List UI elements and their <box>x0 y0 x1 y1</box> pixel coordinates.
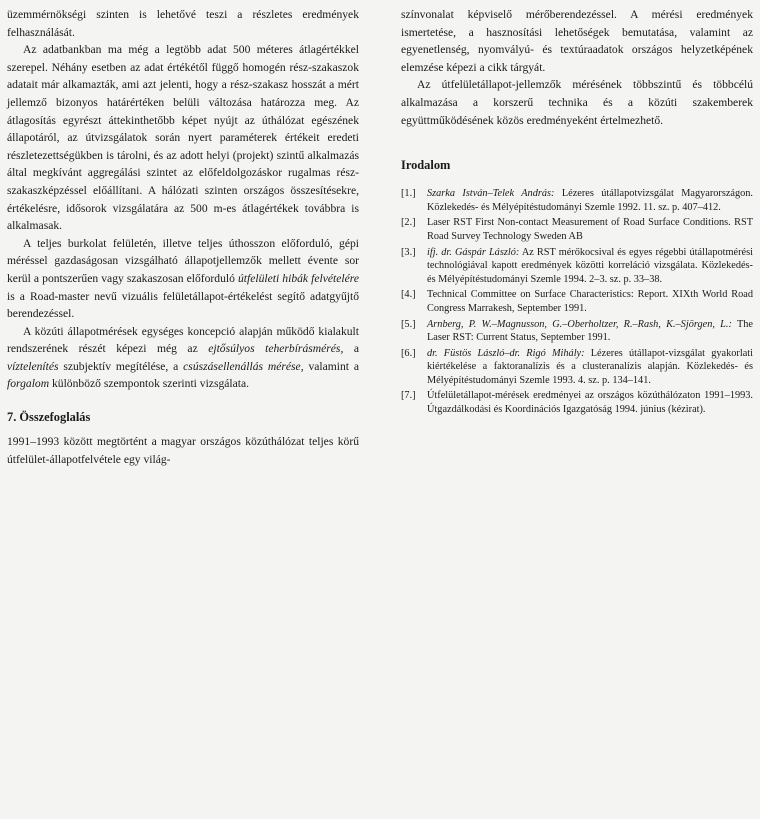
text-run: Laser RST First Non-contact Measurement of Road Surface Conditions. RST Road Survey Technology Sweden AB <box>427 217 753 242</box>
left-column <box>7 6 359 468</box>
reference-item <box>401 216 753 243</box>
text-run: különböző szempontok szerinti vizsgálata. <box>49 377 250 391</box>
italic-text: ifj. dr. Gáspár László: <box>427 246 520 258</box>
reference-number: [7.] <box>401 390 416 402</box>
paragraph <box>401 6 753 76</box>
italic-text: Arnberg, P. W.–Magnusson, G.–Oberholtzer, R.–Rash, K.–Sjörgen, L.: <box>427 318 732 330</box>
text-run: is a Road-master nevű vizuális felületállapot-értékelést segítő adatgyűjtő berendezéssel. <box>7 289 359 321</box>
italic-text: útfelületi hibák felvételére <box>238 271 359 285</box>
text-run: 1991–1993 között megtörtént a magyar országos közúthálózat teljes körű útfelület-állapotfelvétele egy világ- <box>7 435 359 466</box>
reference-item <box>401 347 753 388</box>
references-heading: Irodalom <box>401 158 451 173</box>
paragraph <box>7 323 359 393</box>
text-run: Az adatbankban ma még a legtöbb adat 500 méteres átlagértékkel szerepel. Néhány esetben az adat értékétől függő homogén rész-szakaszok adatait már alkamazták, ami azt jelenti, hogy a rész-szakasz hosszát a mért jellemző bizonyos határértéken belüli változása határozza meg. Az átlagosítás egyrészt áttekinthetőbb képet nyújt az úthálózat egészének állapotáról, az útvizsgálatok során nyert paraméterek értékeit eredeti részletezettségükben is tárolni, és az adott helyi (projekt) szintű alkalmazás által megkívánt aggregálási szintet az előfeldolgozáskor rugalmas rész-szakaszképzéssel előállítani. A hálózati szinten országos összesítésekre, értékelésre, idősorok vizsgálatára az 500 m-es átlagértékek továbbra is alkalmasak. <box>7 43 359 233</box>
paragraph <box>401 76 753 129</box>
italic-text: dr. Füstös László–dr. Rigó Mihály: <box>427 347 585 359</box>
reference-number: [5.] <box>401 318 416 330</box>
text-run: Útfelületállapot-mérések eredményei az országos közúthálózaton 1991–1993. Útgazdálkodási és Koordinációs Igazgatóság 1994. június (kézirat). <box>427 390 753 416</box>
reference-item <box>401 318 753 345</box>
italic-text: víztelenítés <box>7 359 59 373</box>
paragraph <box>7 41 359 235</box>
text-run: Technical Committee on Surface Characteristics: Report. XIXth World Road Congress Marrakesh, September 1991. <box>427 289 753 314</box>
right-column <box>401 6 753 419</box>
text-run: Az RST mérőkocsival és egyes régebbi útállapotmérési technológiával kapott eredmények közötti korreláció vizsgálata. Közlekedés- és Mélyépítéstudományi Szemle 1994. 2–3. sz. p. 33–38. <box>427 246 753 285</box>
text-run: The Laser RST: Current Status, September 1991. <box>427 318 753 344</box>
reference-number: [2.] <box>401 217 416 229</box>
text-run: valamint a <box>303 359 360 373</box>
reference-number: [1.] <box>401 188 416 200</box>
reference-item <box>401 288 753 315</box>
text-run: szubjektív megítélése, a <box>58 359 184 373</box>
italic-text: ejtősúlyos teherbírásmérés, <box>208 342 344 356</box>
reference-number: [3.] <box>401 246 416 258</box>
paragraph <box>7 6 359 41</box>
text-run: Lézeres útállapot-vizsgálat gyakorlati kiértékelése a faktoranalízis és a clusteranalízis alapján. Közlekedés- és Mélyépítéstudományi Szemle 1993. 4. sz. p. 134–141. <box>427 347 753 386</box>
text-run: a <box>343 342 359 356</box>
text-run: színvonalat képviselő mérőberendezéssel. A mérési eredmények ismertetése, a hasznosítási lehetőségek bemutatása, valamint az egyenetlenség, nyomvályú- és textúraadatok országos helyzetképének elemzése képezi a cikk tárgyát. <box>401 8 753 74</box>
reference-item <box>401 389 753 416</box>
text-run: Lézeres útállapotvizsgálat Magyarországon. Közlekedés- és Mélyépítéstudományi Szemle 1992. 11. sz. p. 407–412. <box>427 188 753 213</box>
reference-number: [6.] <box>401 347 416 359</box>
reference-number: [4.] <box>401 289 416 301</box>
reference-item <box>401 187 753 214</box>
paragraph <box>7 433 359 468</box>
text-run: A közúti állapotmérések egységes koncepció alapján működő kialakult rendszerének részét képezi még az <box>7 324 359 356</box>
italic-text: Szarka István–Telek András: <box>427 188 555 200</box>
italic-text: csúszásellenállás mérése, <box>183 359 304 373</box>
reference-item <box>401 246 753 287</box>
text-run: Az útfelületállapot-jellemzők mérésének többszintű és többcélú alkalmazása a korszerű technika és a közúti szakemberek együttműködésének közös eredményeként értelmezhető. <box>401 78 753 127</box>
text-run: üzemmérnökségi szinten is lehetővé teszi a részletes eredmények felhasználását. <box>7 8 359 39</box>
reference-list <box>401 187 753 417</box>
paragraph <box>7 235 359 323</box>
italic-text: forgalom <box>7 377 50 391</box>
section-heading: 7. Összefoglalás <box>7 410 91 425</box>
text-run: A teljes burkolat felületén, illetve teljes úthosszon előforduló, gépi méréssel gazdaságosan vizsgálható állapotjellemzők mellett évente sor kerül a pontszerűen vagy szakaszosan előforduló <box>7 236 359 285</box>
